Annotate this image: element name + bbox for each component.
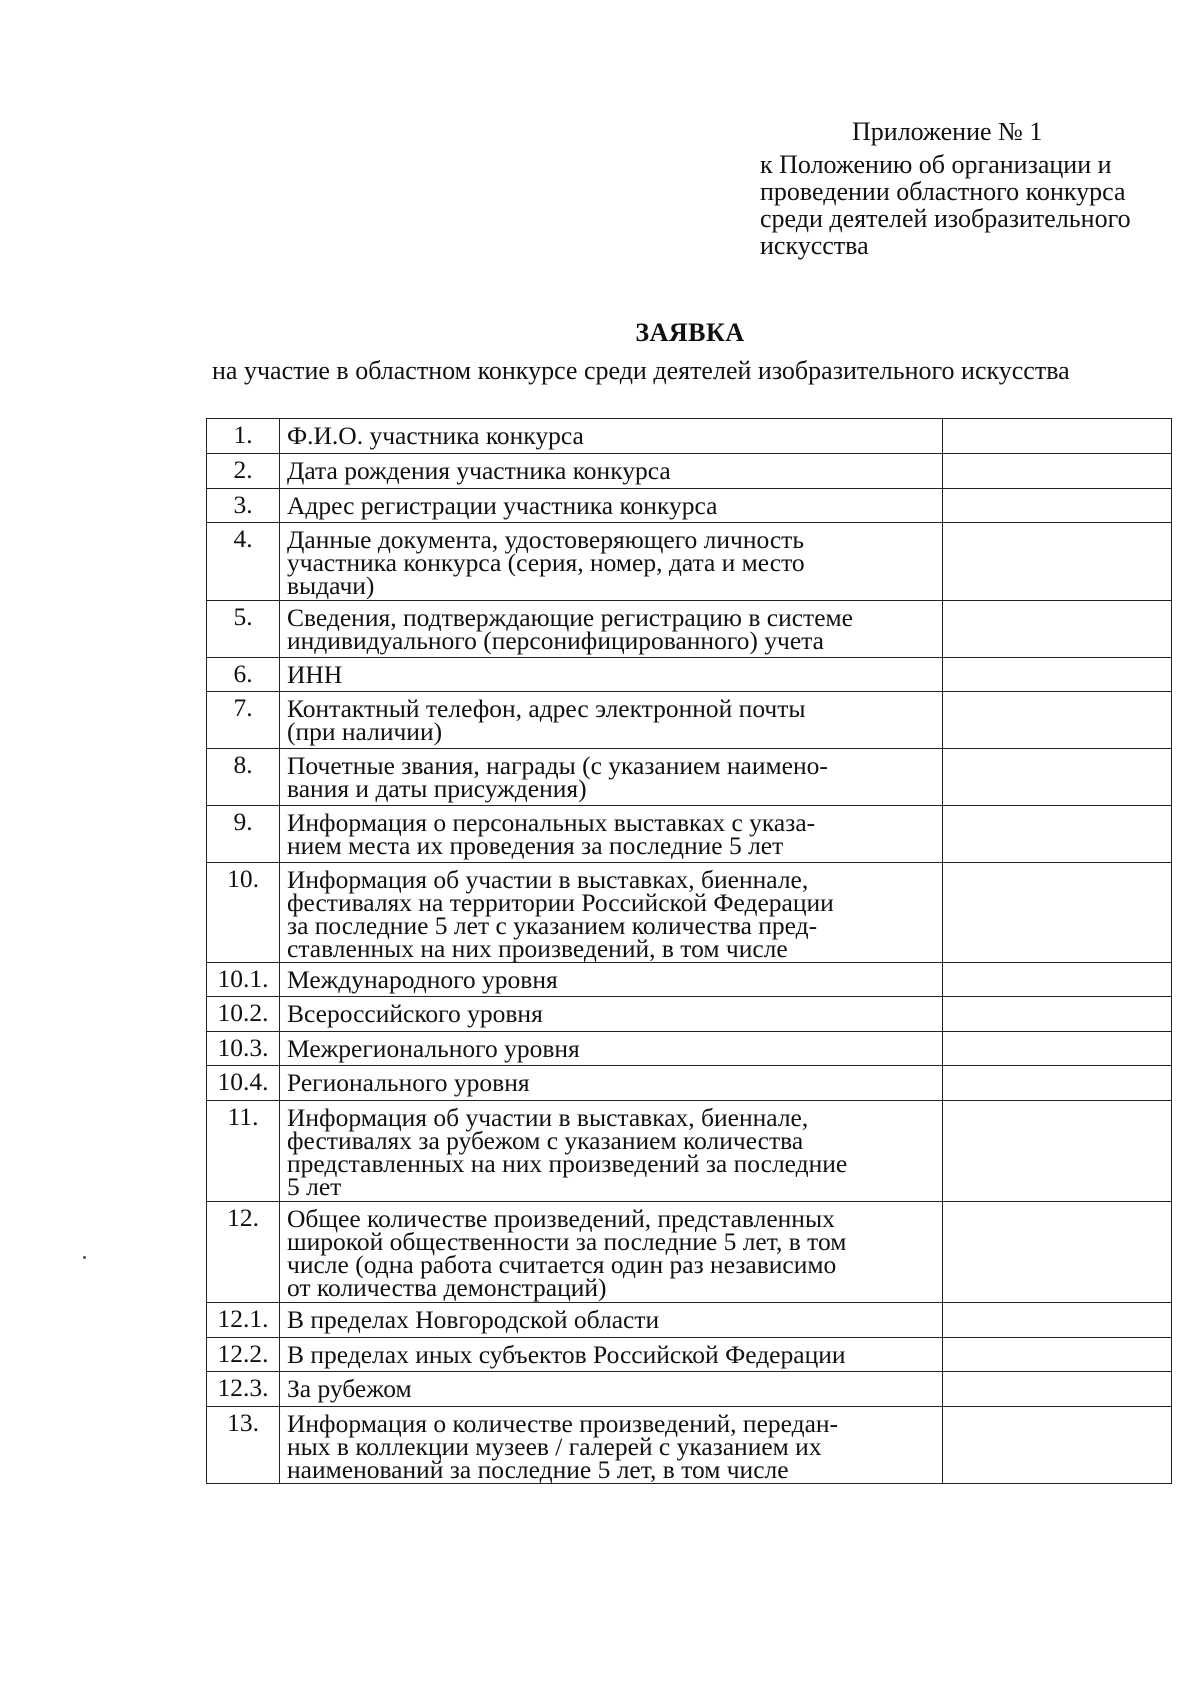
- table-row: [207, 523, 1172, 601]
- row-label: Дата рождения участника конкурса: [280, 454, 943, 489]
- row-number: 12.: [207, 1202, 280, 1303]
- scan-speck: [83, 1256, 86, 1259]
- row-label: В пределах Новгородской области: [280, 1303, 943, 1338]
- row-value-field[interactable]: [943, 1407, 1172, 1484]
- row-number: 6.: [207, 658, 280, 692]
- row-number: 9.: [207, 806, 280, 863]
- row-number: 5.: [207, 601, 280, 658]
- row-label: Контактный телефон, адрес электронной почты (при наличии): [280, 692, 943, 749]
- row-number: 10.1.: [207, 963, 280, 997]
- row-label: Всероссийского уровня: [280, 997, 943, 1032]
- table-row: [207, 1303, 1172, 1338]
- row-label: Почетные звания, награды (с указанием наимено- вания и даты присуждения): [280, 749, 943, 806]
- appendix-reference: к Положению об организации и проведении областного конкурса среди деятелей изобразительного искусства: [760, 150, 1131, 260]
- row-value-field[interactable]: [943, 601, 1172, 658]
- table-row: [207, 454, 1172, 489]
- row-value-field[interactable]: [943, 658, 1172, 692]
- row-number: 10.4.: [207, 1066, 280, 1101]
- appendix-number: Приложение № 1: [852, 117, 1043, 146]
- row-value-field[interactable]: [943, 749, 1172, 806]
- appendix-block: [760, 118, 1160, 259]
- row-label: Регионального уровня: [280, 1066, 943, 1101]
- row-number: 10.2.: [207, 997, 280, 1032]
- row-number: 2.: [207, 454, 280, 489]
- row-label: Данные документа, удостоверяющего личность участника конкурса (серия, номер, дата и место выдачи): [280, 523, 943, 601]
- row-label: Информация о количестве произведений, передан- ных в коллекции музеев / галерей с указанием их наименований за последние 5 лет, в том числе: [280, 1407, 943, 1484]
- table-row: [207, 997, 1172, 1032]
- row-label: В пределах иных субъектов Российской Федерации: [280, 1338, 943, 1372]
- table-row: [207, 1101, 1172, 1202]
- row-number: 4.: [207, 523, 280, 601]
- row-number: 10.3.: [207, 1032, 280, 1066]
- row-number: 7.: [207, 692, 280, 749]
- row-value-field[interactable]: [943, 1338, 1172, 1372]
- table-row: [207, 963, 1172, 997]
- table-row: [207, 1066, 1172, 1101]
- row-value-field[interactable]: [943, 454, 1172, 489]
- table-row: [207, 489, 1172, 523]
- table-row: [207, 1202, 1172, 1303]
- application-form-table: [206, 418, 1172, 1484]
- row-value-field[interactable]: [943, 1101, 1172, 1202]
- table-row: [207, 692, 1172, 749]
- table-row: [207, 1407, 1172, 1484]
- row-value-field[interactable]: [943, 1372, 1172, 1407]
- document-title: ЗАЯВКА: [635, 318, 745, 347]
- table-row: [207, 419, 1172, 454]
- row-value-field[interactable]: [943, 806, 1172, 863]
- table-row: [207, 1372, 1172, 1407]
- row-label: Информация о персональных выставках с указа- нием места их проведения за последние 5 лет: [280, 806, 943, 863]
- row-number: 1.: [207, 419, 280, 454]
- row-number: 12.2.: [207, 1338, 280, 1372]
- table-row: [207, 863, 1172, 963]
- form-table-body: [207, 419, 1172, 1484]
- row-value-field[interactable]: [943, 1202, 1172, 1303]
- row-label: Адрес регистрации участника конкурса: [280, 489, 943, 523]
- row-number: 12.3.: [207, 1372, 280, 1407]
- row-value-field[interactable]: [943, 523, 1172, 601]
- row-value-field[interactable]: [943, 963, 1172, 997]
- row-value-field[interactable]: [943, 1032, 1172, 1066]
- row-number: 12.1.: [207, 1303, 280, 1338]
- row-value-field[interactable]: [943, 1303, 1172, 1338]
- row-value-field[interactable]: [943, 863, 1172, 963]
- row-label: Информация об участии в выставках, биеннале, фестивалях за рубежом с указанием количества представленных на них произведений за последние 5 лет: [280, 1101, 943, 1202]
- row-value-field[interactable]: [943, 489, 1172, 523]
- row-label: Сведения, подтверждающие регистрацию в системе индивидуального (персонифицированного) учета: [280, 601, 943, 658]
- row-label: Межрегионального уровня: [280, 1032, 943, 1066]
- row-label: За рубежом: [280, 1372, 943, 1407]
- document-subtitle: на участие в областном конкурсе среди деятелей изобразительного искусства: [212, 356, 1070, 385]
- row-number: 11.: [207, 1101, 280, 1202]
- table-row: [207, 806, 1172, 863]
- row-number: 8.: [207, 749, 280, 806]
- table-row: [207, 1032, 1172, 1066]
- row-label: Общее количестве произведений, представленных широкой общественности за последние 5 лет, в том числе (одна работа считается один раз независимо от количества демонстраций): [280, 1202, 943, 1303]
- row-label: Ф.И.О. участника конкурса: [280, 419, 943, 454]
- row-number: 3.: [207, 489, 280, 523]
- row-number: 10.: [207, 863, 280, 963]
- table-row: [207, 658, 1172, 692]
- row-value-field[interactable]: [943, 692, 1172, 749]
- table-row: [207, 749, 1172, 806]
- row-label: Информация об участии в выставках, биеннале, фестивалях на территории Российской Федерации за последние 5 лет с указанием количества пред- ставленных на них произведений, в том числе: [280, 863, 943, 963]
- table-row: [207, 601, 1172, 658]
- row-value-field[interactable]: [943, 997, 1172, 1032]
- table-row: [207, 1338, 1172, 1372]
- row-label: ИНН: [280, 658, 943, 692]
- row-value-field[interactable]: [943, 419, 1172, 454]
- row-value-field[interactable]: [943, 1066, 1172, 1101]
- row-label: Международного уровня: [280, 963, 943, 997]
- row-number: 13.: [207, 1407, 280, 1484]
